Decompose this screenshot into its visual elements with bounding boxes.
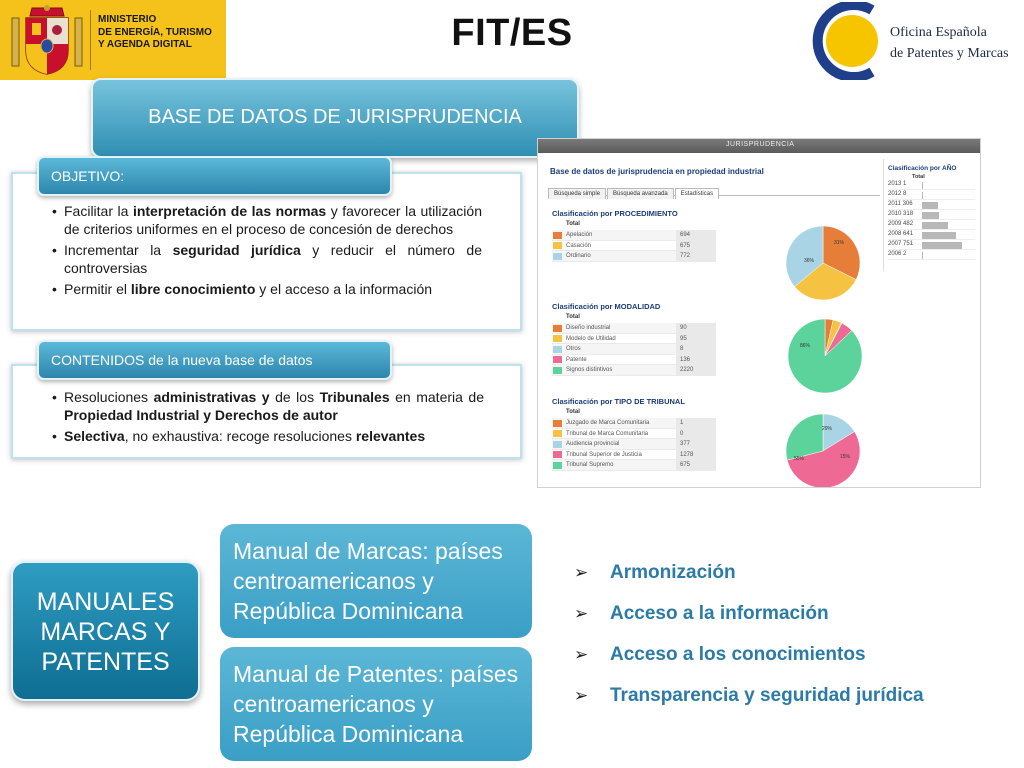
year-row: [888, 180, 975, 190]
db-row-value: 0: [676, 429, 716, 439]
legend-swatch: [553, 232, 562, 239]
db-table-header: Total: [566, 221, 580, 227]
db-row-label: Audiencia provincial: [566, 441, 620, 447]
db-topbar-label: JURISPRUDENCIA: [726, 141, 795, 148]
db-row-value: 694: [676, 230, 716, 240]
bold-text: administrativas y: [153, 389, 270, 405]
db-mini-table: [552, 314, 716, 376]
db-table-row: [552, 241, 716, 252]
year-label: 2006: [888, 251, 904, 257]
db-table-row: [552, 355, 716, 366]
db-table-row: [552, 365, 716, 376]
db-tabs: [548, 182, 880, 196]
contents-item: [52, 388, 484, 424]
bold-text: seguridad jurídica: [172, 242, 301, 258]
db-row-value: 8: [676, 344, 716, 354]
benefit-text: Acceso a la información: [610, 603, 829, 624]
oepm-circle-icon: [810, 2, 888, 80]
oepm-line-1: Oficina Española: [890, 25, 987, 40]
bold-text: relevantes: [355, 428, 426, 444]
objective-list: [52, 202, 482, 301]
benefit-item: [574, 602, 1014, 643]
text: en materia de: [389, 389, 484, 405]
benefit-item: [574, 643, 1014, 684]
text: Permitir el: [64, 281, 131, 297]
oepm-name: [890, 22, 1009, 64]
db-mini-table: [552, 221, 716, 262]
db-row-label: Modelo de Utilidad: [566, 335, 616, 342]
bold-text: libre conocimiento: [130, 281, 256, 297]
legend-swatch: [553, 253, 562, 260]
db-row-label: Tribunal de Marca Comunitaria: [566, 430, 649, 437]
text: Facilitar la: [64, 203, 133, 219]
year-bar: [922, 242, 962, 249]
db-table-row: [552, 344, 716, 355]
db-table-row: [552, 251, 716, 262]
oepm-line-2: de Patentes y Marcas: [890, 46, 1009, 61]
db-table-header: Total: [566, 409, 580, 415]
db-tab[interactable]: Búsqueda simple: [548, 188, 606, 199]
year-label: 2010: [888, 211, 904, 217]
year-label: 2012: [888, 191, 904, 197]
year-panel-total-header: Total: [912, 174, 925, 180]
pie-label: 31%: [834, 240, 845, 246]
bold-text: Propiedad Industrial y Derechos de autor: [64, 407, 338, 423]
db-row-label: Diseño industrial: [566, 325, 611, 331]
year-value: 2: [903, 251, 907, 257]
year-value: 318: [903, 211, 914, 217]
benefit-text: Transparencia y seguridad jurídica: [610, 685, 924, 706]
objective-item: [52, 241, 482, 277]
db-tab[interactable]: Estadísticas: [675, 188, 719, 199]
legend-swatch: [553, 335, 562, 342]
legend-swatch: [553, 356, 562, 363]
objective-item: [52, 202, 482, 238]
db-row-label: Signos distintivos: [566, 367, 613, 373]
year-row: [888, 240, 975, 250]
oepm-logo: [806, 0, 1024, 82]
year-row: [888, 200, 975, 210]
bold-text: interpretación de las normas: [132, 203, 327, 219]
db-table-row: [552, 439, 716, 450]
arrow-bullet-icon: ➢: [574, 645, 589, 664]
legend-swatch: [553, 325, 562, 332]
bold-text: Selectiva: [64, 428, 125, 444]
db-pie-chart: [782, 410, 864, 488]
db-row-value: 90: [676, 323, 716, 333]
database-screenshot: [537, 138, 981, 488]
legend-swatch: [553, 462, 562, 469]
benefit-text: Armonización: [610, 562, 736, 583]
db-section-title: Clasificación por MODALIDAD: [552, 302, 661, 311]
ministry-line-1: MINISTERIO: [98, 14, 157, 25]
manuals-box: MANUALES MARCAS Y PATENTES: [11, 561, 200, 701]
text: Resoluciones: [64, 389, 154, 405]
db-tab[interactable]: Búsqueda avanzada: [607, 188, 674, 199]
db-section-title: Clasificación por PROCEDIMIENTO: [552, 209, 678, 218]
db-row-label: Otros: [566, 346, 581, 352]
legend-swatch: [553, 430, 562, 437]
db-row-value: 95: [676, 334, 716, 344]
arrow-bullet-icon: ➢: [574, 563, 589, 582]
db-row-value: 675: [676, 460, 716, 470]
year-value: 641: [903, 231, 914, 237]
db-row-value: 675: [676, 241, 716, 251]
contents-label: CONTENIDOS de la nueva base de datos: [37, 340, 392, 380]
year-label: 2008: [888, 231, 904, 237]
db-table-row: [552, 450, 716, 461]
benefit-item: [574, 561, 1014, 602]
year-panel: [883, 159, 975, 271]
legend-swatch: [553, 420, 562, 427]
db-table-row: [552, 323, 716, 334]
db-row-label: Tribunal Superior de Justicia: [566, 451, 642, 458]
db-row-label: Patente: [566, 356, 587, 363]
pie-label: 15%: [840, 454, 851, 460]
benefits-list: [574, 561, 1014, 725]
year-value: 8: [903, 191, 907, 197]
db-section-title: Clasificación por TIPO DE TRIBUNAL: [552, 397, 685, 406]
contents-item: [52, 427, 484, 445]
db-table-row: [552, 460, 716, 471]
contents-list: [52, 388, 484, 448]
legend-swatch: [553, 242, 562, 249]
arrow-bullet-icon: ➢: [574, 604, 589, 623]
db-table-row: [552, 418, 716, 429]
year-label: 2013: [888, 181, 904, 187]
year-row: [888, 220, 975, 230]
year-bar: [922, 202, 938, 209]
text: y el acceso a la información: [255, 281, 433, 297]
pie-label: 55%: [794, 456, 805, 462]
year-row: [888, 250, 975, 260]
year-value: 751: [903, 241, 914, 247]
db-row-value: 1278: [676, 450, 716, 460]
objective-label: OBJETIVO:: [37, 156, 392, 196]
benefit-text: Acceso a los conocimientos: [610, 644, 866, 665]
ministry-line-3: Y AGENDA DIGITAL: [98, 39, 192, 50]
db-row-label: Ordinario: [566, 253, 591, 259]
year-label: 2011: [888, 201, 903, 207]
year-bar: [922, 182, 923, 189]
db-mini-table: [552, 409, 716, 471]
legend-swatch: [553, 451, 562, 458]
year-panel-title: Clasificación por AÑO: [888, 165, 957, 172]
db-table-header: Total: [566, 314, 580, 320]
db-row-label: Apelación: [566, 232, 593, 238]
text: y reducir el número de controversias: [64, 242, 483, 276]
legend-swatch: [553, 441, 562, 448]
year-value: 1: [903, 181, 907, 187]
year-bar: [922, 192, 923, 199]
pie-label: 29%: [822, 426, 833, 432]
year-row: [888, 210, 975, 220]
db-row-label: Juzgado de Marca Comunitaria: [566, 420, 650, 426]
bold-text: Tribunales: [319, 389, 390, 405]
text: y favorecer la utilización de criterios uniformes en el proceso de concesión de derechos: [64, 203, 482, 237]
year-value: 306: [902, 201, 913, 207]
year-label: 2007: [888, 241, 904, 247]
year-label: 2009: [888, 221, 904, 227]
year-bar: [922, 232, 956, 239]
year-bar: [922, 252, 923, 259]
year-row: [888, 190, 975, 200]
benefit-item: [574, 684, 1014, 725]
db-table-row: [552, 230, 716, 241]
db-row-value: 136: [676, 355, 716, 365]
db-pie-chart: [784, 315, 866, 397]
manual-patentes-box: Manual de Patentes: países centroamericanos y República Dominicana: [220, 647, 532, 761]
pie-label: 86%: [800, 343, 811, 349]
ministry-line-2: DE ENERGÍA, TURISMO: [98, 26, 212, 38]
page-title: FIT/ES: [451, 12, 573, 54]
year-value: 482: [903, 221, 914, 227]
text: de los: [269, 389, 320, 405]
text: Incrementar la: [64, 242, 173, 258]
jurisprudence-title: BASE DE DATOS DE JURISPRUDENCIA: [91, 78, 579, 158]
year-bar: [922, 222, 948, 229]
db-row-value: 2220: [676, 365, 716, 375]
legend-swatch: [553, 367, 562, 374]
legend-swatch: [553, 346, 562, 353]
year-rows: [884, 180, 975, 260]
db-row-value: 377: [676, 439, 716, 449]
db-topbar: [538, 139, 981, 153]
year-row: [888, 230, 975, 240]
db-row-label: Casación: [566, 242, 592, 249]
db-row-label: Tribunal Supremo: [566, 462, 614, 468]
db-table-row: [552, 429, 716, 440]
manual-marcas-box: Manual de Marcas: países centroamericanos y República Dominicana: [220, 524, 532, 638]
db-title: Base de datos de jurisprudencia en propiedad industrial: [550, 167, 764, 176]
db-row-value: 772: [676, 251, 716, 261]
db-table-row: [552, 334, 716, 345]
objective-item: [52, 280, 482, 298]
year-bar: [922, 212, 939, 219]
text: , no exhaustiva: recoge resoluciones: [124, 428, 356, 444]
db-row-value: 1: [676, 418, 716, 428]
pie-label: 36%: [804, 258, 815, 264]
db-pie-chart: [782, 222, 864, 304]
arrow-bullet-icon: ➢: [574, 686, 589, 705]
